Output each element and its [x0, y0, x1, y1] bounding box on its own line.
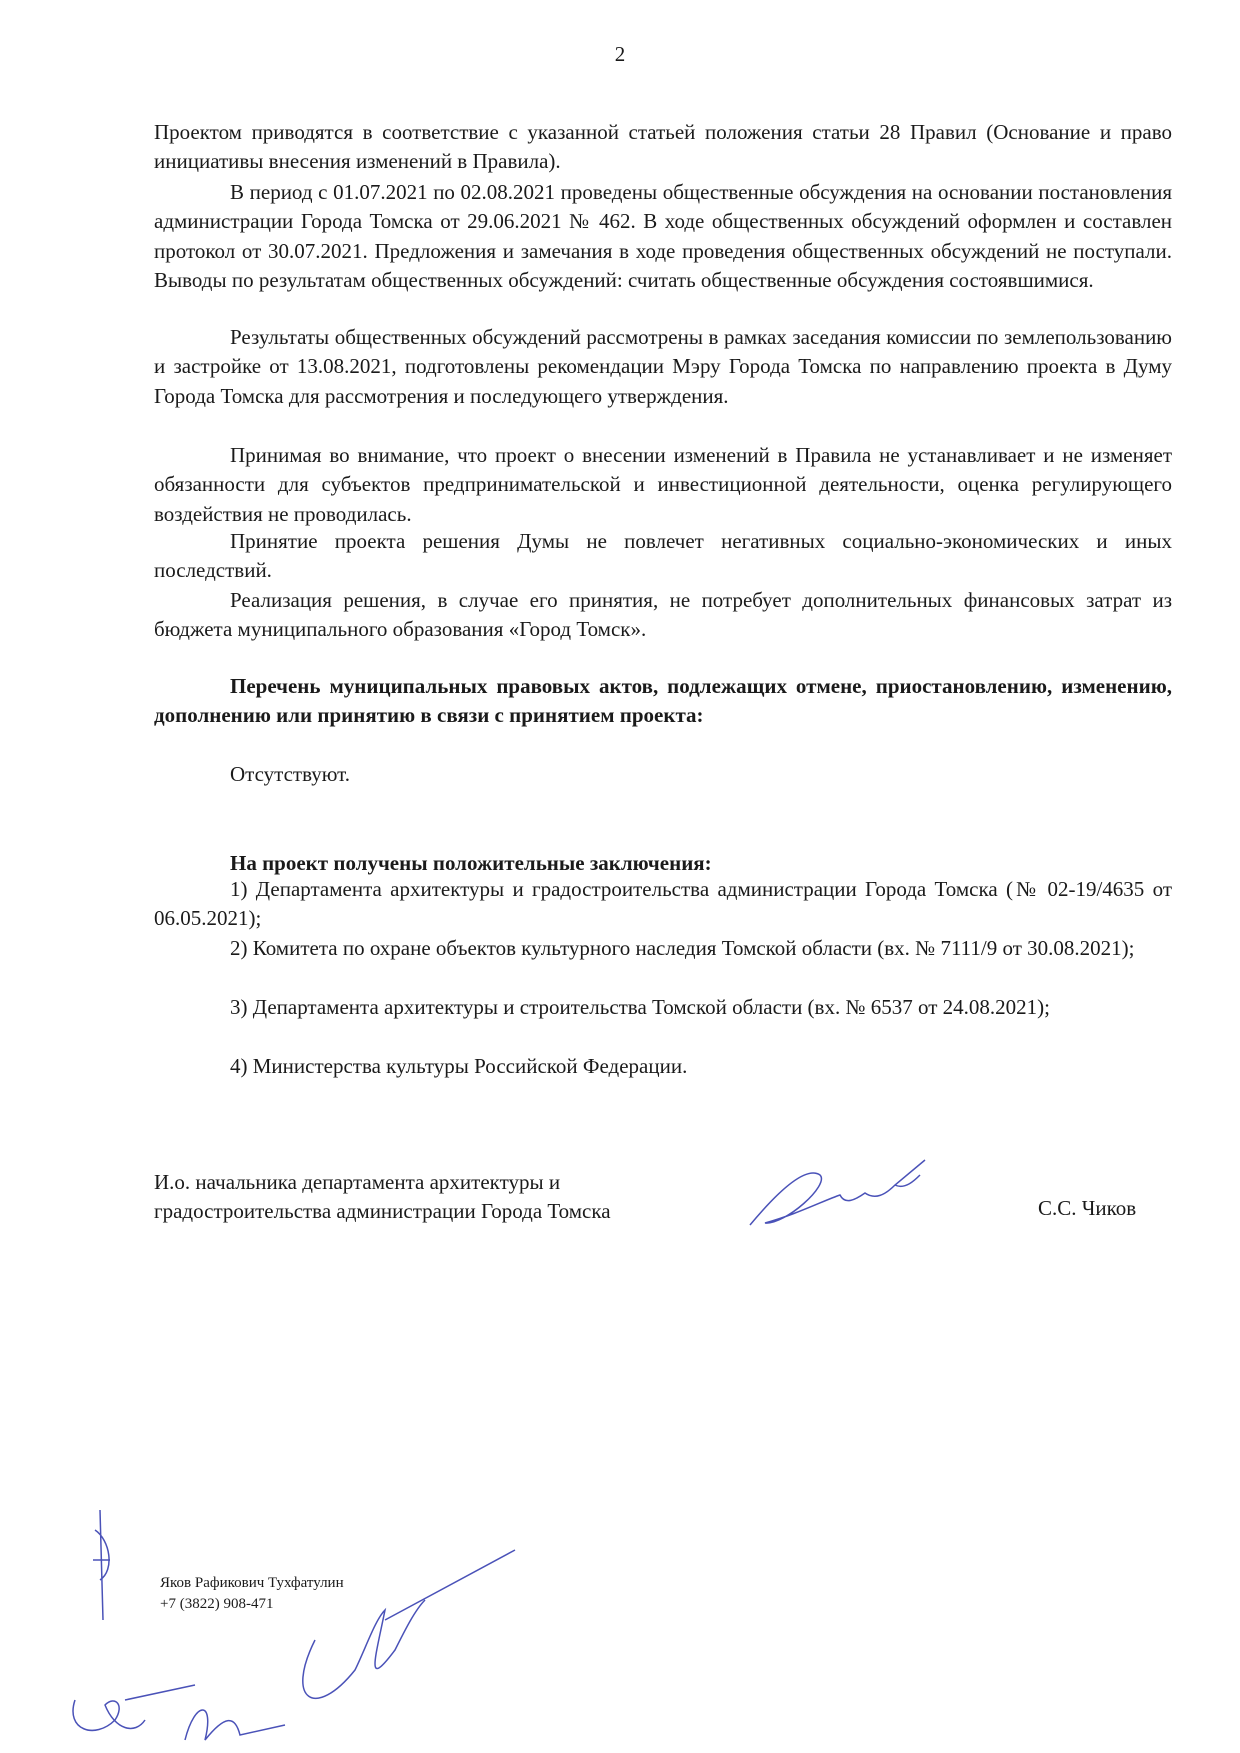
paragraph-5: Принятие проекта решения Думы не повлечет негативных социально-экономических и иных последствий.	[154, 529, 1172, 583]
conclusion-item: 4) Министерства культуры Российской Федерации.	[230, 1054, 688, 1078]
conclusion-item: 2) Комитета по охране объектов культурного наследия Томской области (вх. № 7111/9 от 30.08.2021);	[230, 936, 1135, 960]
paragraph-4: Принимая во внимание, что проект о внесении изменений в Правила не устанавливает и не изменяет обязанности для субъектов предпринимательской и инвестиционной деятельности, оценка регулирующего воздействия не проводилась.	[154, 443, 1172, 526]
page-number: 2	[614, 42, 626, 66]
contact-name: Яков Рафикович Тухфатулин	[160, 1575, 344, 1591]
conclusions-heading: На проект получены положительные заключения:	[230, 851, 712, 875]
handwritten-marks	[55, 1500, 535, 1750]
conclusion-item: 1) Департамента архитектуры и градостроительства администрации Города Томска (№ 02-19/4635 от 06.05.2021);	[154, 877, 1172, 931]
position-line-2: градостроительства администрации Города Томска	[154, 1199, 611, 1223]
paragraph-6: Реализация решения, в случае его принятия, не потребует дополнительных финансовых затрат из бюджета муниципального образования «Город Томск».	[154, 588, 1172, 642]
signatory-name: С.С. Чиков	[1038, 1196, 1137, 1220]
signatory-position	[154, 1168, 611, 1226]
contact-phone: +7 (3822) 908-471	[160, 1596, 274, 1612]
paragraph-1: Проектом приводятся в соответствие с указанной статьей положения статьи 28 Правил (Основание и право инициативы внесения изменений в Правила).	[154, 120, 1172, 174]
acts-value: Отсутствуют.	[230, 762, 351, 786]
paragraph-3: Результаты общественных обсуждений рассмотрены в рамках заседания комиссии по землепользованию и застройке от 13.08.2021, подготовлены рекомендации Мэру Города Томска по направлению проекта в Думу Города Томска для рассмотрения и последующего утверждения.	[154, 325, 1172, 408]
conclusion-item: 3) Департамента архитектуры и строительства Томской области (вх. № 6537 от 24.08.2021);	[230, 995, 1050, 1019]
signature	[745, 1155, 945, 1235]
acts-heading: Перечень муниципальных правовых актов, подлежащих отмене, приостановлению, изменению, дополнению или принятию в связи с принятием проекта:	[154, 674, 1172, 728]
paragraph-2: В период с 01.07.2021 по 02.08.2021 проведены общественные обсуждения на основании постановления администрации Города Томска от 29.06.2021 № 462. В ходе общественных обсуждений оформлен и составлен протокол от 30.07.2021. Предложения и замечания в ходе проведения общественных обсуждений не поступали. Выводы по результатам общественных обсуждений: считать общественные обсуждения состоявшимися.	[154, 180, 1172, 292]
position-line-1: И.о. начальника департамента архитектуры и	[154, 1170, 561, 1194]
